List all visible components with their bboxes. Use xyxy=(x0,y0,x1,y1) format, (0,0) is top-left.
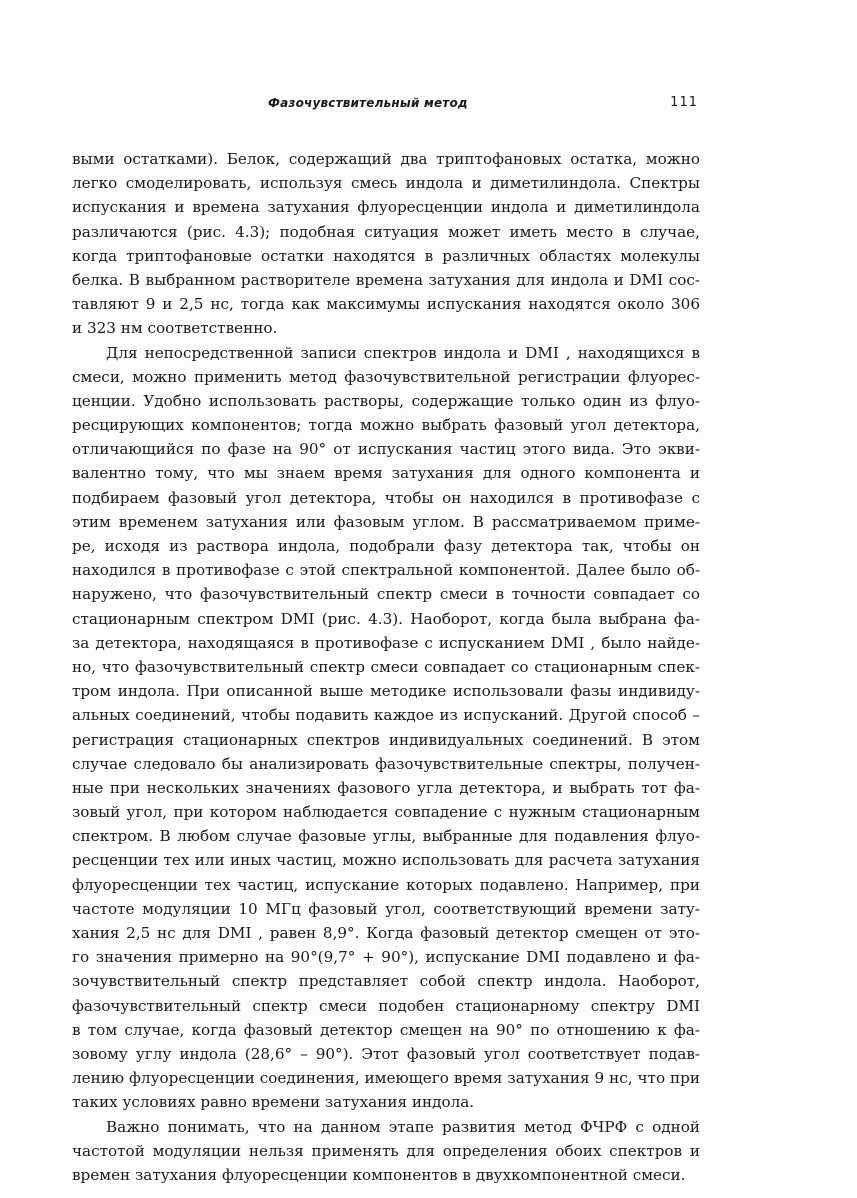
text-line: хания 2,5 нс для DMI , равен 8,9°. Когда фазовый детектор смещен от это- xyxy=(72,924,700,942)
text-line: альных соединений, чтобы подавить каждое из испусканий. Другой способ – xyxy=(72,706,700,725)
text-line: времен затухания флуоресценции компонентов в двухкомпонентной смеси. xyxy=(72,1165,686,1184)
text-line: но, что фазочувствительный спектр смеси совпадает со стационарным спек- xyxy=(72,657,700,676)
running-head xyxy=(72,96,698,118)
text-line: Важно понимать, что на данном этапе развития метод ФЧРФ с одной xyxy=(106,1117,700,1136)
text-line: ные при нескольких значениях фазового угла детектора, и выбрать тот фа- xyxy=(72,778,700,797)
text-line: фазочувствительный спектр смеси подобен стационарному спектру DMI xyxy=(72,996,700,1015)
text-line: зовый угол, при котором наблюдается совпадение с нужным стационарным xyxy=(72,803,700,822)
text-line: отличающийся по фазе на 90° от испускания частиц этого вида. Это экви- xyxy=(72,440,700,459)
text-line: тром индола. При описанной выше методике использовали фазы индивиду- xyxy=(72,682,700,701)
text-line: тавляют 9 и 2,5 нс, тогда как максимумы испускания находятся около 306 xyxy=(72,295,700,314)
text-line: наружено, что фазочувствительный спектр смеси в точности совпадает со xyxy=(72,585,700,604)
text-line: и 323 нм соответственно. xyxy=(72,319,278,338)
text-line: выми остатками). Белок, содержащий два триптофановых остатка, можно xyxy=(72,150,700,168)
text-line: ре, исходя из раствора индола, подобрали фазу детектора так, чтобы он xyxy=(72,537,700,555)
text-line: испускания и времена затухания флуоресценции индола и диметилиндола xyxy=(72,198,700,217)
text-line: различаются (рис. 4.3); подобная ситуация может иметь место в случае, xyxy=(72,222,700,241)
text-line: частоте модуляции 10 МГц фазовый угол, соответствующий времени зату- xyxy=(72,899,700,918)
text-line: белка. В выбранном растворителе времена затухания для индола и DMI сос- xyxy=(72,270,700,289)
body-text xyxy=(72,147,700,1187)
text-line: лению флуоресценции соединения, имеющего время затухания 9 нс, что при xyxy=(72,1069,700,1088)
text-line: Для непосредственной записи спектров индола и DMI , находящихся в xyxy=(106,343,700,362)
text-line: го значения примерно на 90°(9,7° + 90°), испускание DMI подавлено и фа- xyxy=(72,948,700,967)
paragraph xyxy=(72,341,700,1115)
text-line: таких условиях равно времени затухания индола. xyxy=(72,1093,475,1112)
text-line: флуоресценции тех частиц, испускание которых подавлено. Например, при xyxy=(72,875,700,894)
text-line: стационарным спектром DMI (рис. 4.3). Наоборот, когда была выбрана фа- xyxy=(72,609,700,628)
text-line: за детектора, находящаяся в противофазе с испусканием DMI , было найде- xyxy=(72,633,700,652)
text-line: зовому углу индола (28,6° – 90°). Этот фазовый угол соответствует подав- xyxy=(72,1044,700,1063)
paragraph xyxy=(72,1115,700,1188)
text-line: смеси, можно применить метод фазочувствительной регистрации флуорес- xyxy=(72,367,700,386)
text-line: легко смоделировать, используя смесь индола и диметилиндола. Спектры xyxy=(72,174,700,193)
text-line: частотой модуляции нельзя применять для определения обоих спектров и xyxy=(72,1141,700,1160)
text-line: когда триптофановые остатки находятся в различных областях молекулы xyxy=(72,246,700,265)
text-line: в том случае, когда фазовый детектор смещен на 90° по отношению к фа- xyxy=(72,1020,700,1039)
text-line: регистрация стационарных спектров индивидуальных соединений. В этом xyxy=(72,730,700,749)
text-line: ресценции тех или иных частиц, можно использовать для расчета затухания xyxy=(72,851,700,870)
text-line: находился в противофазе с этой спектральной компонентой. Далее было об- xyxy=(72,561,700,580)
text-line: случае следовало бы анализировать фазочувствительные спектры, получен- xyxy=(72,754,700,773)
text-line: ценции. Удобно использовать растворы, содержащие только один из флуо- xyxy=(72,391,700,410)
text-line: ресцирующих компонентов; тогда можно выбрать фазовый угол детектора, xyxy=(72,416,700,435)
text-line: валентно тому, что мы знаем время затухания для одного компонента и xyxy=(72,464,700,483)
text-line: зочувствительный спектр представляет собой спектр индола. Наоборот, xyxy=(72,972,700,991)
running-title: Фазочувствительный метод xyxy=(268,96,468,110)
text-line: спектром. В любом случае фазовые углы, выбранные для подавления флуо- xyxy=(72,827,700,846)
paragraph xyxy=(72,147,700,341)
page-number: 111 xyxy=(670,95,698,110)
text-line: этим временем затухания или фазовым углом. В рассматриваемом приме- xyxy=(72,512,700,531)
text-line: подбираем фазовый угол детектора, чтобы он находился в противофазе с xyxy=(72,488,700,507)
